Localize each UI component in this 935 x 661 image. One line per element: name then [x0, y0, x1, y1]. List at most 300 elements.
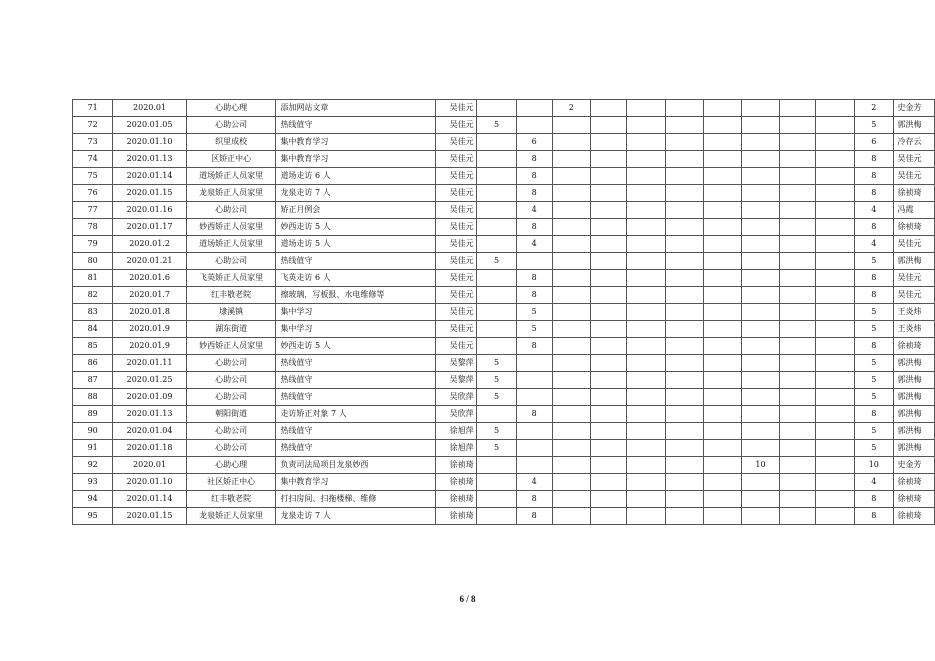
activity-cell: 热线值守	[276, 117, 435, 134]
volunteer-cell: 徐祯琦	[435, 508, 477, 525]
hours-col-7	[703, 372, 741, 389]
row-number: 78	[73, 219, 113, 236]
hours-col-7	[703, 406, 741, 423]
table-body	[73, 100, 935, 525]
hours-col-3	[552, 134, 590, 151]
total-hours-cell: 8	[855, 151, 893, 168]
hours-col-2	[516, 355, 552, 372]
signer-cell: 史金芳	[893, 100, 934, 117]
hours-col-2	[516, 389, 552, 406]
hours-col-1	[477, 406, 516, 423]
hours-col-2	[516, 423, 552, 440]
hours-col-9	[780, 236, 816, 253]
hours-col-1	[477, 508, 516, 525]
hours-col-5	[627, 185, 666, 202]
table-row	[73, 202, 935, 219]
hours-col-10	[816, 304, 855, 321]
date-cell: 2020.01.18	[113, 440, 186, 457]
table-row	[73, 304, 935, 321]
hours-col-8	[741, 491, 779, 508]
hours-col-9	[780, 270, 816, 287]
location-cell: 心助公司	[186, 253, 276, 270]
volunteer-cell: 徐祯琦	[435, 457, 477, 474]
date-cell: 2020.01.04	[113, 423, 186, 440]
hours-col-8	[741, 321, 779, 338]
hours-col-5	[627, 508, 666, 525]
location-cell: 社区矫正中心	[186, 474, 276, 491]
hours-col-9	[780, 389, 816, 406]
signer-cell: 王炎炜	[893, 304, 934, 321]
hours-col-2: 8	[516, 219, 552, 236]
location-cell: 龙泉矫正人员家里	[186, 508, 276, 525]
activity-cell: 热线值守	[276, 355, 435, 372]
hours-col-9	[780, 440, 816, 457]
signer-cell: 郭洪梅	[893, 389, 934, 406]
table-row	[73, 355, 935, 372]
signer-cell: 郭洪梅	[893, 117, 934, 134]
hours-col-8	[741, 202, 779, 219]
hours-col-2	[516, 372, 552, 389]
hours-col-5	[627, 389, 666, 406]
row-number: 84	[73, 321, 113, 338]
table-row	[73, 389, 935, 406]
date-cell: 2020.01.05	[113, 117, 186, 134]
volunteer-hours-table	[72, 99, 935, 525]
signer-cell: 冯霞	[893, 202, 934, 219]
signer-cell: 徐祯琦	[893, 508, 934, 525]
hours-col-6	[665, 100, 703, 117]
hours-col-6	[665, 406, 703, 423]
hours-col-5	[627, 287, 666, 304]
hours-col-2: 8	[516, 151, 552, 168]
hours-col-7	[703, 440, 741, 457]
activity-cell: 负责司法局项目龙泉妙西	[276, 457, 435, 474]
signer-cell: 郭洪梅	[893, 440, 934, 457]
location-cell: 心助心理	[186, 100, 276, 117]
hours-col-9	[780, 134, 816, 151]
total-hours-cell: 5	[855, 440, 893, 457]
hours-col-6	[665, 185, 703, 202]
activity-cell: 龙泉走访 7 人	[276, 508, 435, 525]
hours-col-7	[703, 270, 741, 287]
hours-col-9	[780, 219, 816, 236]
hours-col-9	[780, 491, 816, 508]
total-hours-cell: 8	[855, 508, 893, 525]
activity-cell: 集中学习	[276, 321, 435, 338]
date-cell: 2020.01.7	[113, 287, 186, 304]
hours-col-10	[816, 355, 855, 372]
hours-col-9	[780, 151, 816, 168]
volunteer-cell: 徐旭萍	[435, 440, 477, 457]
hours-col-9	[780, 338, 816, 355]
hours-col-2	[516, 457, 552, 474]
signer-cell: 徐祯琦	[893, 185, 934, 202]
total-hours-cell: 4	[855, 236, 893, 253]
table-row	[73, 270, 935, 287]
hours-col-4	[591, 406, 627, 423]
hours-col-7	[703, 151, 741, 168]
hours-col-6	[665, 508, 703, 525]
hours-col-8	[741, 270, 779, 287]
hours-col-8	[741, 406, 779, 423]
activity-cell: 飞英走访 6 人	[276, 270, 435, 287]
hours-col-2: 4	[516, 474, 552, 491]
hours-col-3	[552, 219, 590, 236]
hours-col-3	[552, 202, 590, 219]
hours-col-6	[665, 304, 703, 321]
total-hours-cell: 8	[855, 168, 893, 185]
table-row	[73, 151, 935, 168]
hours-col-8	[741, 304, 779, 321]
hours-col-8	[741, 423, 779, 440]
row-number: 76	[73, 185, 113, 202]
total-hours-cell: 8	[855, 491, 893, 508]
hours-col-10	[816, 270, 855, 287]
hours-col-2: 8	[516, 338, 552, 355]
hours-col-3	[552, 117, 590, 134]
hours-col-2	[516, 100, 552, 117]
total-hours-cell: 4	[855, 202, 893, 219]
activity-cell: 热线值守	[276, 440, 435, 457]
date-cell: 2020.01	[113, 100, 186, 117]
hours-col-10	[816, 287, 855, 304]
hours-col-8	[741, 219, 779, 236]
hours-col-10	[816, 134, 855, 151]
row-number: 83	[73, 304, 113, 321]
hours-col-8	[741, 134, 779, 151]
hours-col-8	[741, 355, 779, 372]
volunteer-cell: 吴佳元	[435, 253, 477, 270]
hours-col-9	[780, 202, 816, 219]
row-number: 91	[73, 440, 113, 457]
hours-col-3	[552, 304, 590, 321]
table-row	[73, 185, 935, 202]
hours-col-4	[591, 423, 627, 440]
hours-col-6	[665, 270, 703, 287]
total-hours-cell: 5	[855, 304, 893, 321]
hours-col-10	[816, 372, 855, 389]
hours-col-10	[816, 185, 855, 202]
hours-col-5	[627, 423, 666, 440]
hours-col-1	[477, 321, 516, 338]
activity-cell: 妙西走访 5 人	[276, 219, 435, 236]
hours-col-8	[741, 287, 779, 304]
hours-col-9	[780, 253, 816, 270]
hours-col-6	[665, 253, 703, 270]
location-cell: 心助公司	[186, 355, 276, 372]
volunteer-cell: 吴佳元	[435, 321, 477, 338]
hours-col-10	[816, 236, 855, 253]
date-cell: 2020.01.09	[113, 389, 186, 406]
date-cell: 2020.01.17	[113, 219, 186, 236]
hours-col-1	[477, 491, 516, 508]
hours-col-3	[552, 321, 590, 338]
hours-col-1	[477, 185, 516, 202]
volunteer-cell: 吴佳元	[435, 219, 477, 236]
location-cell: 妙西矫正人员家里	[186, 338, 276, 355]
hours-col-9	[780, 287, 816, 304]
volunteer-cell: 吴佳元	[435, 117, 477, 134]
hours-col-9	[780, 474, 816, 491]
location-cell: 道场矫正人员家里	[186, 168, 276, 185]
hours-col-5	[627, 304, 666, 321]
hours-col-9	[780, 406, 816, 423]
activity-cell: 道场走访 5 人	[276, 236, 435, 253]
hours-col-5	[627, 151, 666, 168]
hours-col-3	[552, 406, 590, 423]
location-cell: 心助心理	[186, 457, 276, 474]
hours-col-5	[627, 117, 666, 134]
row-number: 74	[73, 151, 113, 168]
location-cell: 心助公司	[186, 440, 276, 457]
hours-col-8: 10	[741, 457, 779, 474]
hours-col-7	[703, 474, 741, 491]
date-cell: 2020.01.8	[113, 304, 186, 321]
hours-col-8	[741, 508, 779, 525]
hours-col-4	[591, 202, 627, 219]
hours-col-3	[552, 168, 590, 185]
date-cell: 2020.01.11	[113, 355, 186, 372]
hours-col-6	[665, 440, 703, 457]
hours-col-4	[591, 355, 627, 372]
row-number: 77	[73, 202, 113, 219]
hours-col-3: 2	[552, 100, 590, 117]
volunteer-cell: 吴佳元	[435, 134, 477, 151]
hours-col-4	[591, 151, 627, 168]
hours-col-7	[703, 508, 741, 525]
hours-col-2: 4	[516, 202, 552, 219]
hours-col-7	[703, 168, 741, 185]
hours-col-10	[816, 100, 855, 117]
total-hours-cell: 8	[855, 219, 893, 236]
activity-cell: 集中教育学习	[276, 474, 435, 491]
hours-col-3	[552, 423, 590, 440]
hours-col-1	[477, 457, 516, 474]
hours-col-5	[627, 236, 666, 253]
total-hours-cell: 5	[855, 389, 893, 406]
hours-col-8	[741, 236, 779, 253]
signer-cell: 吴佳元	[893, 168, 934, 185]
volunteer-cell: 吴佳元	[435, 287, 477, 304]
hours-col-2: 4	[516, 236, 552, 253]
hours-col-6	[665, 151, 703, 168]
hours-col-8	[741, 338, 779, 355]
table-row	[73, 372, 935, 389]
table-row	[73, 338, 935, 355]
hours-col-5	[627, 270, 666, 287]
page-number: 6 / 8	[459, 594, 476, 604]
hours-col-4	[591, 134, 627, 151]
row-number: 87	[73, 372, 113, 389]
row-number: 79	[73, 236, 113, 253]
hours-col-3	[552, 151, 590, 168]
signer-cell: 郭洪梅	[893, 406, 934, 423]
volunteer-cell: 徐祯琦	[435, 474, 477, 491]
signer-cell: 史金芳	[893, 457, 934, 474]
location-cell: 红丰敬老院	[186, 491, 276, 508]
signer-cell: 吴佳元	[893, 270, 934, 287]
activity-cell: 热线值守	[276, 389, 435, 406]
location-cell: 区矫正中心	[186, 151, 276, 168]
hours-col-1	[477, 134, 516, 151]
hours-col-10	[816, 491, 855, 508]
row-number: 71	[73, 100, 113, 117]
hours-col-7	[703, 236, 741, 253]
table-row	[73, 117, 935, 134]
activity-cell: 集中教育学习	[276, 151, 435, 168]
hours-col-6	[665, 355, 703, 372]
total-hours-cell: 10	[855, 457, 893, 474]
hours-col-5	[627, 321, 666, 338]
hours-col-7	[703, 491, 741, 508]
location-cell: 妙西矫正人员家里	[186, 219, 276, 236]
hours-col-5	[627, 406, 666, 423]
total-hours-cell: 5	[855, 253, 893, 270]
activity-cell: 集中学习	[276, 304, 435, 321]
hours-col-3	[552, 389, 590, 406]
hours-col-5	[627, 440, 666, 457]
hours-col-8	[741, 372, 779, 389]
hours-col-6	[665, 236, 703, 253]
hours-col-1: 5	[477, 372, 516, 389]
table-row	[73, 100, 935, 117]
activity-cell: 添加网站文章	[276, 100, 435, 117]
hours-col-8	[741, 151, 779, 168]
hours-col-5	[627, 355, 666, 372]
hours-col-3	[552, 236, 590, 253]
signer-cell: 徐祯琦	[893, 219, 934, 236]
date-cell: 2020.01.21	[113, 253, 186, 270]
hours-col-3	[552, 338, 590, 355]
hours-col-3	[552, 185, 590, 202]
hours-col-10	[816, 508, 855, 525]
hours-col-10	[816, 338, 855, 355]
hours-col-2: 8	[516, 185, 552, 202]
hours-col-3	[552, 253, 590, 270]
hours-col-7	[703, 134, 741, 151]
location-cell: 心助公司	[186, 423, 276, 440]
date-cell: 2020.01.13	[113, 151, 186, 168]
total-hours-cell: 6	[855, 134, 893, 151]
table-row	[73, 168, 935, 185]
total-hours-cell: 2	[855, 100, 893, 117]
hours-col-4	[591, 287, 627, 304]
activity-cell: 擦玻璃，写板报、水电维修等	[276, 287, 435, 304]
hours-col-6	[665, 134, 703, 151]
hours-col-1: 5	[477, 440, 516, 457]
hours-col-4	[591, 270, 627, 287]
hours-col-2: 8	[516, 491, 552, 508]
row-number: 90	[73, 423, 113, 440]
hours-col-2: 6	[516, 134, 552, 151]
table-row	[73, 287, 935, 304]
row-number: 92	[73, 457, 113, 474]
location-cell: 心助公司	[186, 389, 276, 406]
hours-col-8	[741, 117, 779, 134]
hours-col-7	[703, 338, 741, 355]
hours-col-1	[477, 168, 516, 185]
activity-cell: 龙泉走访 7 人	[276, 185, 435, 202]
hours-col-5	[627, 168, 666, 185]
hours-col-9	[780, 304, 816, 321]
hours-col-3	[552, 474, 590, 491]
hours-col-7	[703, 321, 741, 338]
hours-col-2: 5	[516, 304, 552, 321]
hours-col-3	[552, 372, 590, 389]
total-hours-cell: 8	[855, 338, 893, 355]
total-hours-cell: 8	[855, 287, 893, 304]
hours-col-6	[665, 474, 703, 491]
volunteer-cell: 吴佳元	[435, 168, 477, 185]
hours-col-10	[816, 117, 855, 134]
date-cell: 2020.01.10	[113, 134, 186, 151]
row-number: 86	[73, 355, 113, 372]
table-row	[73, 423, 935, 440]
activity-cell: 道场走访 6 人	[276, 168, 435, 185]
hours-col-4	[591, 168, 627, 185]
row-number: 85	[73, 338, 113, 355]
table-row	[73, 253, 935, 270]
volunteer-cell: 吴佳元	[435, 151, 477, 168]
hours-col-5	[627, 474, 666, 491]
hours-col-5	[627, 338, 666, 355]
table-row	[73, 457, 935, 474]
hours-col-2	[516, 117, 552, 134]
hours-col-2: 8	[516, 270, 552, 287]
hours-col-1: 5	[477, 423, 516, 440]
volunteer-cell: 吴佳元	[435, 202, 477, 219]
volunteer-cell: 吴佳元	[435, 304, 477, 321]
hours-col-1: 5	[477, 117, 516, 134]
activity-cell: 妙西走访 5 人	[276, 338, 435, 355]
hours-col-6	[665, 423, 703, 440]
volunteer-cell: 吴佳元	[435, 100, 477, 117]
hours-col-10	[816, 321, 855, 338]
hours-col-10	[816, 406, 855, 423]
hours-col-10	[816, 253, 855, 270]
total-hours-cell: 8	[855, 406, 893, 423]
hours-col-1	[477, 270, 516, 287]
hours-col-9	[780, 168, 816, 185]
hours-col-2: 8	[516, 168, 552, 185]
hours-col-1: 5	[477, 253, 516, 270]
hours-col-10	[816, 474, 855, 491]
hours-col-9	[780, 457, 816, 474]
total-hours-cell: 5	[855, 355, 893, 372]
hours-col-7	[703, 202, 741, 219]
hours-col-10	[816, 202, 855, 219]
hours-col-5	[627, 457, 666, 474]
date-cell: 2020.01.15	[113, 508, 186, 525]
signer-cell: 冷存云	[893, 134, 934, 151]
table-row	[73, 508, 935, 525]
total-hours-cell: 5	[855, 372, 893, 389]
row-number: 82	[73, 287, 113, 304]
hours-col-5	[627, 100, 666, 117]
hours-col-6	[665, 372, 703, 389]
activity-cell: 热线值守	[276, 423, 435, 440]
table-row	[73, 406, 935, 423]
date-cell: 2020.01.6	[113, 270, 186, 287]
hours-col-9	[780, 423, 816, 440]
hours-col-7	[703, 389, 741, 406]
date-cell: 2020.01	[113, 457, 186, 474]
hours-col-7	[703, 185, 741, 202]
total-hours-cell: 8	[855, 270, 893, 287]
hours-col-2: 5	[516, 321, 552, 338]
hours-col-6	[665, 321, 703, 338]
location-cell: 飞英矫正人员家里	[186, 270, 276, 287]
